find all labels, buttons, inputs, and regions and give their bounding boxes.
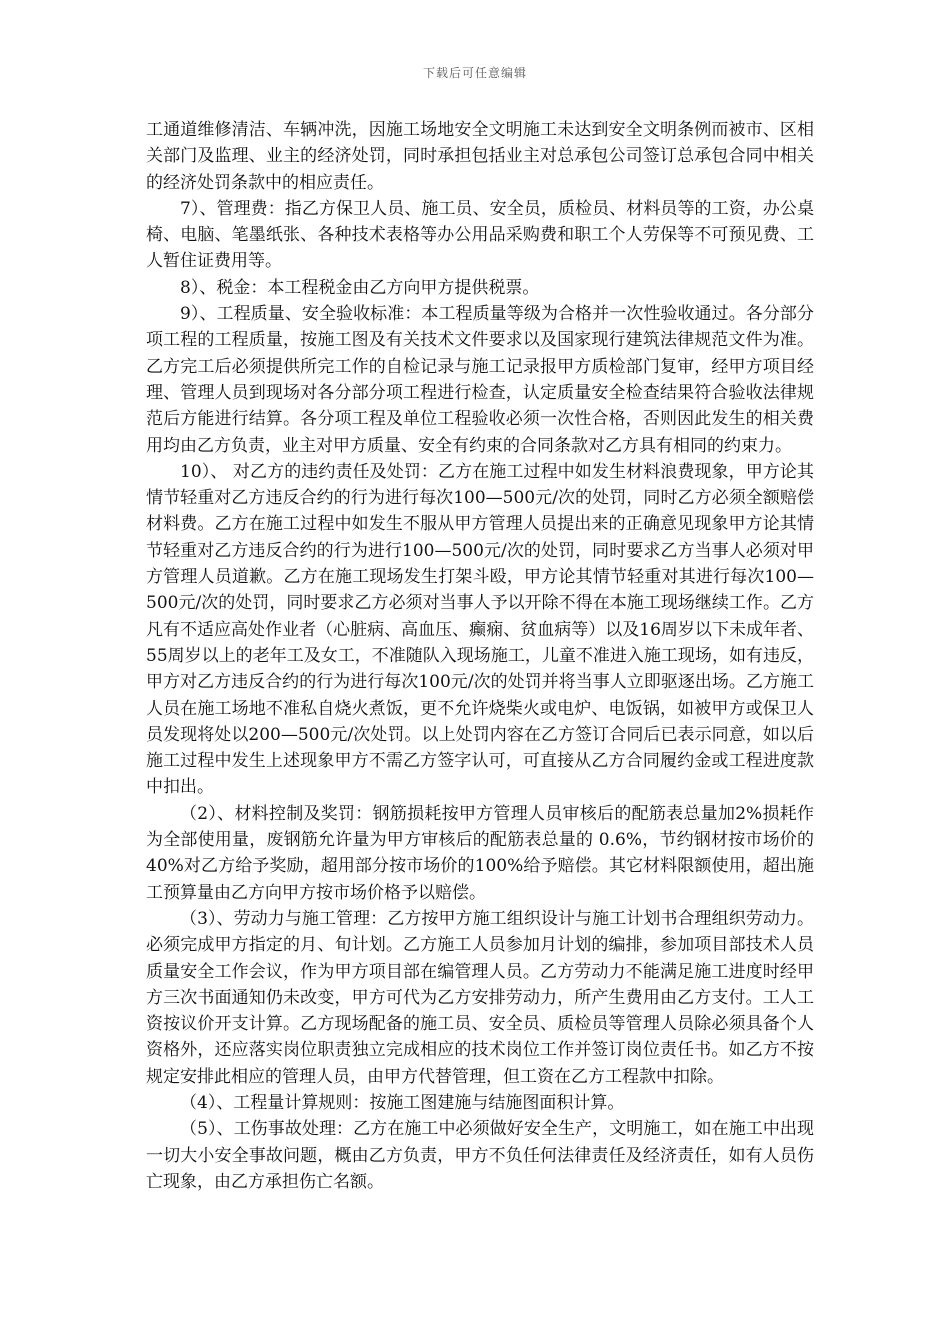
page-header-note: 下载后可任意编辑 <box>422 66 527 80</box>
paragraph-quality-standard: 9）、工程质量、安全验收标准：本工程质量等级为合格并一次性验收通过。各分部分项工程的工程质量，按施工图及有关技术文件要求以及国家现行建筑法律规范文件为准。乙方完工后必须提供所完工作的自检记录与施工记录报甲方质检部门复审，经甲方项目经理、管理人员到现场对各分部分项工程进行检查，认定质量安全检查结果符合验收法律规范后方能进行结算。各分项工程及单位工程验收必须一次性合格，否则因此发生的相关费用均由乙方负责，业主对甲方质量、安全有约束的合同条款对乙方具有相同的约束力。 <box>146 304 814 456</box>
paragraph-injury-handling: （5）、工伤事故处理：乙方在施工中必须做好安全生产，文明施工，如在施工中出现一切大小安全事故问题，概由乙方负责，甲方不负任何法律责任及经济责任，如有人员伤亡现象，由乙方承担伤亡名额。 <box>146 1119 814 1192</box>
paragraph-tax: 8）、税金：本工程税金由乙方向甲方提供税票。 <box>180 277 540 298</box>
paragraph-labor-management: （3）、劳动力与施工管理：乙方按甲方施工组织设计与施工计划书合理组织劳动力。必须完成甲方指定的月、旬计划。乙方施工人员参加月计划的编排，参加项目部技术人员质量安全工作会议，作为甲方项目部在编管理人员。乙方劳动力不能满足施工进度时经甲方三次书面通知仍未改变，甲方可代为乙方安排劳动力，所产生费用由乙方支付。工人工资按议价开支计算。乙方现场配备的施工员、安全员、质检员等管理人员除必须具备个人资格外，还应落实岗位职责独立完成相应的技术岗位工作并签订岗位责任书。如乙方不按规定安排此相应的管理人员，由甲方代替管理，但工资在乙方工程款中扣除。 <box>146 908 814 1087</box>
paragraph-management-fee: 7）、管理费：指乙方保卫人员、施工员、安全员，质检员、材料员等的工资，办公桌椅、电脑、笔墨纸张、各种技术表格等办公用品采购费和职工个人劳保等不可预见费、工人暂住证费用等。 <box>146 198 814 272</box>
document-body <box>146 117 814 1195</box>
paragraph-breach-penalty: 10）、 对乙方的违约责任及处罚：乙方在施工过程中如发生材料浪费现象，甲方论其情节轻重对乙方违反合约的行为进行每次100—500元/次的处罚，同时乙方必须全额赔偿材料费。乙方在施工过程中如发生不服从甲方管理人员提出来的正确意见现象甲方论其情节轻重对乙方违反合约的行为进行100—500元/次的处罚，同时要求乙方当事人必须对甲方管理人员道歉。乙方在施工现场发生打架斗殴，甲方论其情节轻重对其进行每次100—500元/次的处罚，同时要求乙方必须对当事人予以开除不得在本施工现场继续工作。乙方凡有不适应高处作业者（心脏病、高血压、癫痫、贫血病等）以及16周岁以下未成年者、55周岁以上的老年工及女工，不准随队入现场施工，儿童不准进入施工现场，如有违反，甲方对乙方违反合约的行为进行每次100元/次的处罚并将当事人立即驱逐出场。乙方施工人员在施工场地不准私自烧火煮饭，更不允许烧柴火或电炉、电饭锅，如被甲方或保卫人员发现将处以200—500元/次处罚。以上处罚内容在乙方签订合同后已表示同意，如以后施工过程中发生上述现象甲方不需乙方签字认可，可直接从乙方合同履约金或工程进度款中扣出。 <box>146 461 814 798</box>
paragraph-quantity-rules: （4）、工程量计算规则：按施工图建施与结施图面积计算。 <box>180 1092 625 1113</box>
paragraph-material-control: （2）、材料控制及奖罚：钢筋损耗按甲方管理人员审核后的配筋表总量加2%损耗作为全部使用量，废钢筋允许量为甲方审核后的配筋表总量的 0.6%，节约钢材按市场价的40%对乙方给予奖励，超用部分按市场价的100%给予赔偿。其它材料限额使用，超出施工预算量由乙方向甲方按市场价格予以赔偿。 <box>146 803 814 903</box>
paragraph-continuation: 工通道维修清洁、车辆冲洗，因施工场地安全文明施工未达到安全文明条例而被市、区相关部门及监理、业主的经济处罚，同时承担包括业主对总承包公司签订总承包合同中相关的经济处罚条款中的相应责任。 <box>146 120 814 193</box>
